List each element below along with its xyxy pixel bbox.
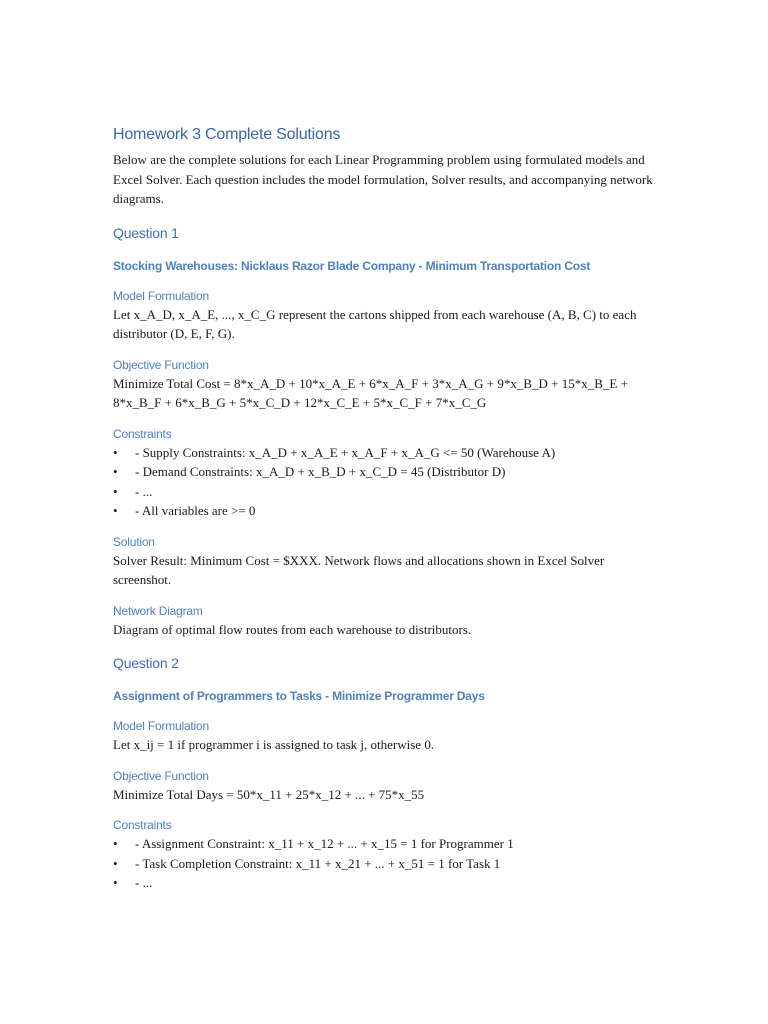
list-item-text: - All variables are >= 0 (135, 503, 256, 518)
q1-solution-heading: Solution (113, 534, 155, 549)
q1-constraints-list (113, 443, 653, 521)
question-2-subheading: Assignment of Programmers to Tasks - Minimize Programmer Days (113, 689, 485, 703)
q2-objective-heading: Objective Function (113, 768, 209, 783)
bullet-icon: • (113, 836, 118, 851)
q1-solution-text: Solver Result: Minimum Cost = $XXX. Network flows and allocations shown in Excel Solver screenshot. (113, 552, 605, 587)
bullet-icon: • (113, 855, 118, 871)
question-1-heading: Question 1 (113, 224, 179, 241)
list-item-text: - Supply Constraints: x_A_D + x_A_E + x_A_F + x_A_G <= 50 (Warehouse A) (135, 444, 556, 460)
bullet-icon: • (113, 503, 118, 518)
list-item (113, 834, 653, 854)
bullet-icon: • (113, 464, 118, 479)
bullet-icon: • (113, 444, 118, 460)
q1-model-formulation-text: Let x_A_D, x_A_E, ..., x_C_G represent the cartons shipped from each warehouse (A, B, C) to each distributor (D, E, F, G). (113, 306, 637, 341)
list-item-text: - ... (135, 875, 153, 890)
bullet-icon: • (113, 875, 118, 890)
list-item (113, 501, 653, 521)
list-item-text: - Task Completion Constraint: x_11 + x_21 + ... + x_51 = 1 for Task 1 (135, 855, 501, 871)
q2-model-formulation-text: Let x_ij = 1 if programmer i is assigned to task j, otherwise 0. (113, 737, 435, 752)
list-item (113, 482, 653, 502)
list-item-text: - Assignment Constraint: x_11 + x_12 + ... + x_15 = 1 for Programmer 1 (135, 836, 514, 851)
q2-objective-text: Minimize Total Days = 50*x_11 + 25*x_12 + ... + 75*x_55 (113, 786, 425, 802)
question-2-heading: Question 2 (113, 655, 179, 671)
q1-network-diagram-text: Diagram of optimal flow routes from each warehouse to distributors. (113, 621, 472, 637)
q1-model-formulation-heading: Model Formulation (113, 288, 209, 303)
list-item (113, 854, 653, 874)
q1-objective-text: Minimize Total Cost = 8*x_A_D + 10*x_A_E + 6*x_A_F + 3*x_A_G + 9*x_B_D + 15*x_B_E + 8*x_B_F + 6*x_B_G + 5*x_C_D + 12*x_C_E + 5*x_C_F + 7*x_C_G (113, 375, 628, 410)
list-item-text: - ... (135, 483, 153, 499)
q1-network-diagram-heading: Network Diagram (113, 603, 203, 618)
q2-constraints-heading: Constraints (113, 818, 172, 832)
list-item (113, 443, 653, 463)
list-item (113, 873, 653, 893)
q1-objective-heading: Objective Function (113, 357, 209, 372)
list-item-text: - Demand Constraints: x_A_D + x_B_D + x_C_D = 45 (Distributor D) (135, 464, 506, 479)
q1-constraints-heading: Constraints (113, 426, 172, 441)
q2-constraints-list (113, 834, 653, 893)
question-1-subheading: Stocking Warehouses: Nicklaus Razor Blade Company - Minimum Transportation Cost (113, 258, 591, 273)
document-page (113, 124, 653, 893)
document-title: Homework 3 Complete Solutions (113, 126, 341, 143)
bullet-icon: • (113, 483, 118, 499)
list-item (113, 462, 653, 482)
intro-paragraph: Below are the complete solutions for each Linear Programming problem using formulated models and Excel Solver. Each question includes the model formulation, Solver results, and accompanying network diagrams. (113, 152, 653, 206)
q2-model-formulation-heading: Model Formulation (113, 719, 209, 733)
